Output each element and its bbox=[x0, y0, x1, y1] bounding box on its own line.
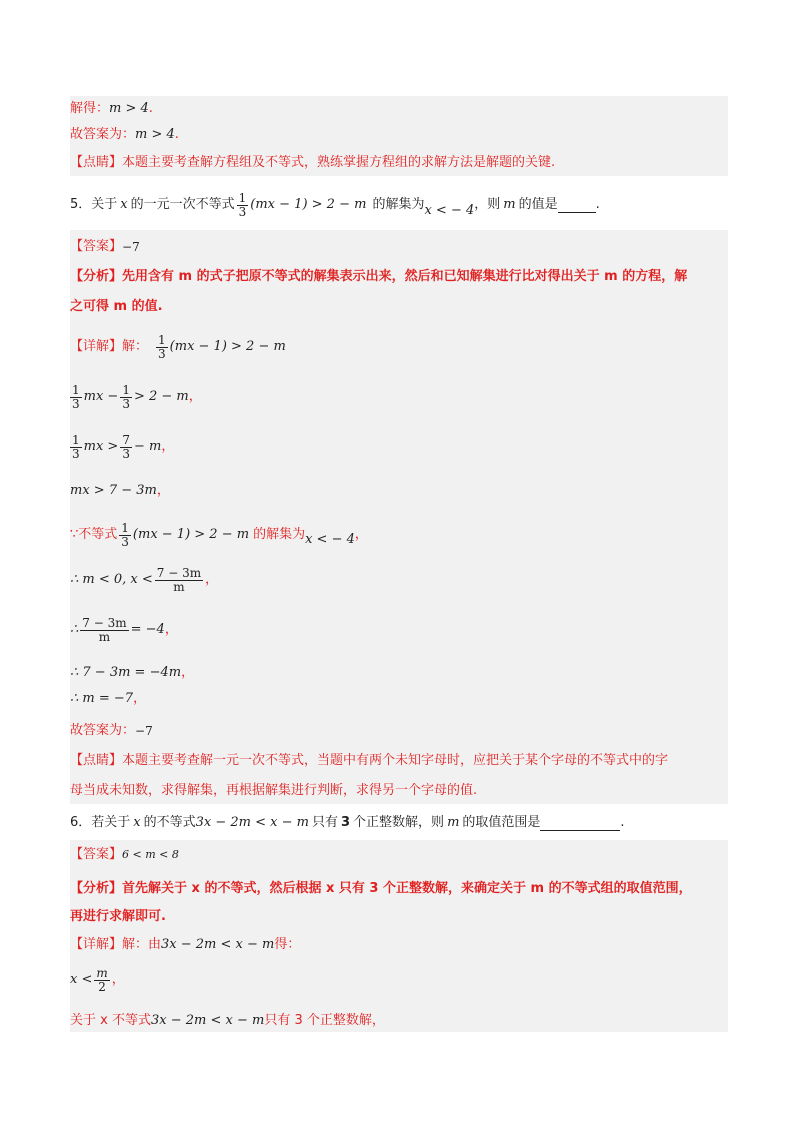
q6-mid2: 只有 bbox=[311, 815, 338, 830]
q5-mid3: ，则 bbox=[474, 197, 501, 212]
answer-value: 6 < m < 8 bbox=[122, 848, 179, 861]
q6-analysis-line1 bbox=[70, 878, 728, 900]
comment-tag: 【点睛】 bbox=[70, 753, 123, 768]
therefore-2: ∴ bbox=[70, 622, 79, 637]
therefore-3: ∴ 7 − 3m = −4m bbox=[70, 665, 182, 680]
q5-step6 bbox=[70, 612, 728, 648]
solve-math: m > 4 bbox=[109, 101, 149, 116]
because-prefix: ∵不等式 bbox=[70, 527, 118, 542]
comma: ， bbox=[161, 439, 175, 454]
frac-num: 1 bbox=[238, 190, 247, 205]
comma: ， bbox=[181, 665, 195, 680]
q6-answer-line bbox=[70, 844, 728, 866]
because-set: x < − 4 bbox=[305, 532, 355, 547]
comment-text-2: 母当成未知数，求得解集，再根据解集进行判断，求得另一个字母的值. bbox=[70, 783, 478, 798]
q6-inequality: 3x − 2m < x − m bbox=[195, 815, 309, 830]
comma: ， bbox=[133, 691, 147, 706]
q5-fraction bbox=[237, 192, 249, 219]
q5-suffix: 的值是 bbox=[518, 197, 558, 212]
q5-analysis-line2 bbox=[70, 296, 728, 318]
frac-den: 3 bbox=[122, 446, 130, 461]
q6-detail-line bbox=[70, 934, 728, 956]
last-suffix: 只有 3 个正整数解， bbox=[264, 1013, 385, 1028]
answer-tag: 【答案】 bbox=[70, 239, 123, 254]
comment-text-1: 本题主要考查解一元一次不等式，当题中有两个未知字母时，应把关于某个字母的不等式中的字 bbox=[122, 753, 669, 768]
q6-prefix: 6．若关于 bbox=[70, 815, 131, 830]
comma: ， bbox=[188, 389, 202, 404]
therefore-4: ∴ m = −7 bbox=[70, 691, 134, 706]
therefore-1: ∴ m < 0, x < bbox=[70, 572, 153, 587]
answer-math: m > 4 bbox=[135, 127, 175, 142]
because-fraction bbox=[119, 522, 131, 549]
q6-end: . bbox=[620, 815, 625, 830]
q5-prefix: 5．关于 bbox=[70, 197, 118, 212]
q5-mid1: 的一元一次不等式 bbox=[130, 197, 235, 212]
frac-den: 3 bbox=[72, 396, 80, 411]
step1-fraction bbox=[156, 334, 168, 361]
q5-m: m bbox=[503, 197, 516, 212]
q6-analysis-line2 bbox=[70, 906, 728, 928]
frac-num: 1 bbox=[158, 332, 166, 347]
analysis-text-2: 之可得 m 的值. bbox=[70, 299, 163, 314]
frac-den: 3 bbox=[121, 534, 129, 549]
frac-den: 3 bbox=[122, 396, 130, 411]
q5-step2 bbox=[70, 380, 728, 414]
prev-comment-line bbox=[70, 152, 728, 174]
q5-inequality: (mx − 1) > 2 − m bbox=[250, 197, 367, 212]
detail-tag: 【详解】 bbox=[70, 937, 123, 952]
analysis-text-1: 先用含有 m 的式子把原不等式的解集表示出来，然后和已知解集进行比对得出关于 m 的方程，解 bbox=[122, 269, 688, 284]
frac-den: 3 bbox=[238, 204, 247, 219]
comma: ， bbox=[111, 972, 125, 987]
step3-b: − m bbox=[133, 439, 162, 454]
step2-a: mx − bbox=[83, 389, 119, 404]
frac-den: m bbox=[98, 629, 111, 644]
prev-answer-line bbox=[70, 124, 728, 146]
q5-final-answer bbox=[70, 720, 728, 742]
last-inequality: 3x − 2m < x − m bbox=[150, 1013, 265, 1028]
q5-analysis-line1 bbox=[70, 266, 728, 288]
frac-num: 7 − 3m bbox=[82, 615, 127, 630]
q5-x: x bbox=[120, 197, 128, 212]
q5-step4 bbox=[70, 480, 728, 502]
comment-text: 本题主要考查解方程组及不等式，熟练掌握方程组的求解方法是解题的关键. bbox=[122, 155, 556, 170]
q6-suffix: 的取值范围是 bbox=[462, 815, 541, 830]
frac-den: 3 bbox=[72, 446, 80, 461]
comma: ， bbox=[156, 483, 170, 498]
analysis-tag: 【分析】 bbox=[70, 881, 123, 896]
frac-num: 1 bbox=[72, 432, 80, 447]
frac-num: 7 − 3m bbox=[156, 565, 202, 580]
because-mid: 的解集为 bbox=[253, 527, 306, 542]
q6-mid1: 的不等式 bbox=[143, 815, 196, 830]
detail-end: 得： bbox=[274, 937, 301, 952]
answer-label: 故答案为： bbox=[70, 127, 136, 142]
comma: ， bbox=[164, 622, 178, 637]
prev-solve-line bbox=[70, 98, 728, 120]
analysis-text-2: 再进行求解即可. bbox=[70, 909, 166, 924]
final-value: −7 bbox=[135, 724, 153, 738]
q5-comment-line1 bbox=[70, 750, 728, 772]
frac-den: 3 bbox=[158, 346, 166, 361]
period: . bbox=[148, 101, 153, 116]
analysis-tag: 【分析】 bbox=[70, 269, 123, 284]
q6-count: 3 bbox=[341, 815, 351, 830]
step4: mx > 7 − 3m bbox=[70, 483, 157, 498]
q6-x: x bbox=[133, 815, 141, 830]
because-inequality: (mx − 1) > 2 − m bbox=[132, 527, 250, 542]
answer-tag: 【答案】 bbox=[70, 847, 123, 862]
question-5 bbox=[70, 186, 728, 224]
q6-last-line bbox=[70, 1010, 728, 1032]
step3-frac-b bbox=[120, 434, 132, 461]
q5-end: . bbox=[595, 197, 600, 212]
q6-answer-blank bbox=[540, 816, 620, 831]
q6-result bbox=[70, 962, 728, 998]
detail-lead: 解：由 bbox=[122, 937, 162, 952]
step3-a: mx > bbox=[83, 439, 119, 454]
final-label: 故答案为： bbox=[70, 723, 136, 738]
frac-num: m bbox=[96, 965, 108, 980]
q5-solution-set: x < − 4 bbox=[424, 203, 475, 218]
answer-value: −7 bbox=[122, 240, 140, 254]
frac-num: 7 bbox=[122, 432, 130, 447]
comma: ， bbox=[205, 572, 219, 587]
frac-den: 2 bbox=[98, 979, 106, 994]
comma: ， bbox=[354, 527, 368, 542]
q5-comment-line2 bbox=[70, 780, 728, 802]
result-fraction bbox=[94, 967, 109, 994]
step6-fraction bbox=[80, 617, 128, 644]
solve-label: 解得： bbox=[70, 101, 110, 116]
q5-answer-line bbox=[70, 236, 728, 258]
step6-rest: = −4 bbox=[130, 622, 165, 637]
q5-step5 bbox=[70, 562, 728, 598]
analysis-text-1: 首先解关于 x 的不等式，然后根据 x 只有 3 个正整数解，来确定关于 m 的不等式组的取值范围， bbox=[122, 881, 692, 896]
last-prefix: 关于 x 不等式 bbox=[70, 1013, 151, 1028]
q5-answer-blank bbox=[558, 198, 596, 213]
frac-num: 1 bbox=[122, 382, 130, 397]
q5-step7 bbox=[70, 662, 728, 684]
q5-step3 bbox=[70, 430, 728, 464]
period: . bbox=[174, 127, 179, 142]
detail-lead: 解： bbox=[122, 339, 149, 354]
step1-rest: (mx − 1) > 2 − m bbox=[169, 339, 286, 354]
frac-num: 1 bbox=[121, 520, 129, 535]
detail-tag: 【详解】 bbox=[70, 339, 123, 354]
frac-num: 1 bbox=[72, 382, 80, 397]
step3-frac-a bbox=[70, 434, 82, 461]
step2-b: > 2 − m bbox=[133, 389, 189, 404]
comment-tag: 【点睛】 bbox=[70, 155, 123, 170]
q5-mid2: 的解集为 bbox=[372, 197, 425, 212]
detail-inequality: 3x − 2m < x − m bbox=[161, 937, 275, 952]
question-6 bbox=[70, 812, 728, 834]
frac-den: m bbox=[173, 579, 185, 594]
q5-detail-line bbox=[70, 330, 728, 364]
q6-mid3: 个正整数解，则 bbox=[353, 815, 445, 830]
q6-m: m bbox=[447, 815, 460, 830]
q5-step8 bbox=[70, 688, 728, 710]
result-a: x < bbox=[70, 972, 93, 987]
q5-because-line bbox=[70, 518, 728, 552]
step5-fraction bbox=[155, 567, 203, 594]
step2-frac-a bbox=[70, 384, 82, 411]
step2-frac-b bbox=[120, 384, 132, 411]
